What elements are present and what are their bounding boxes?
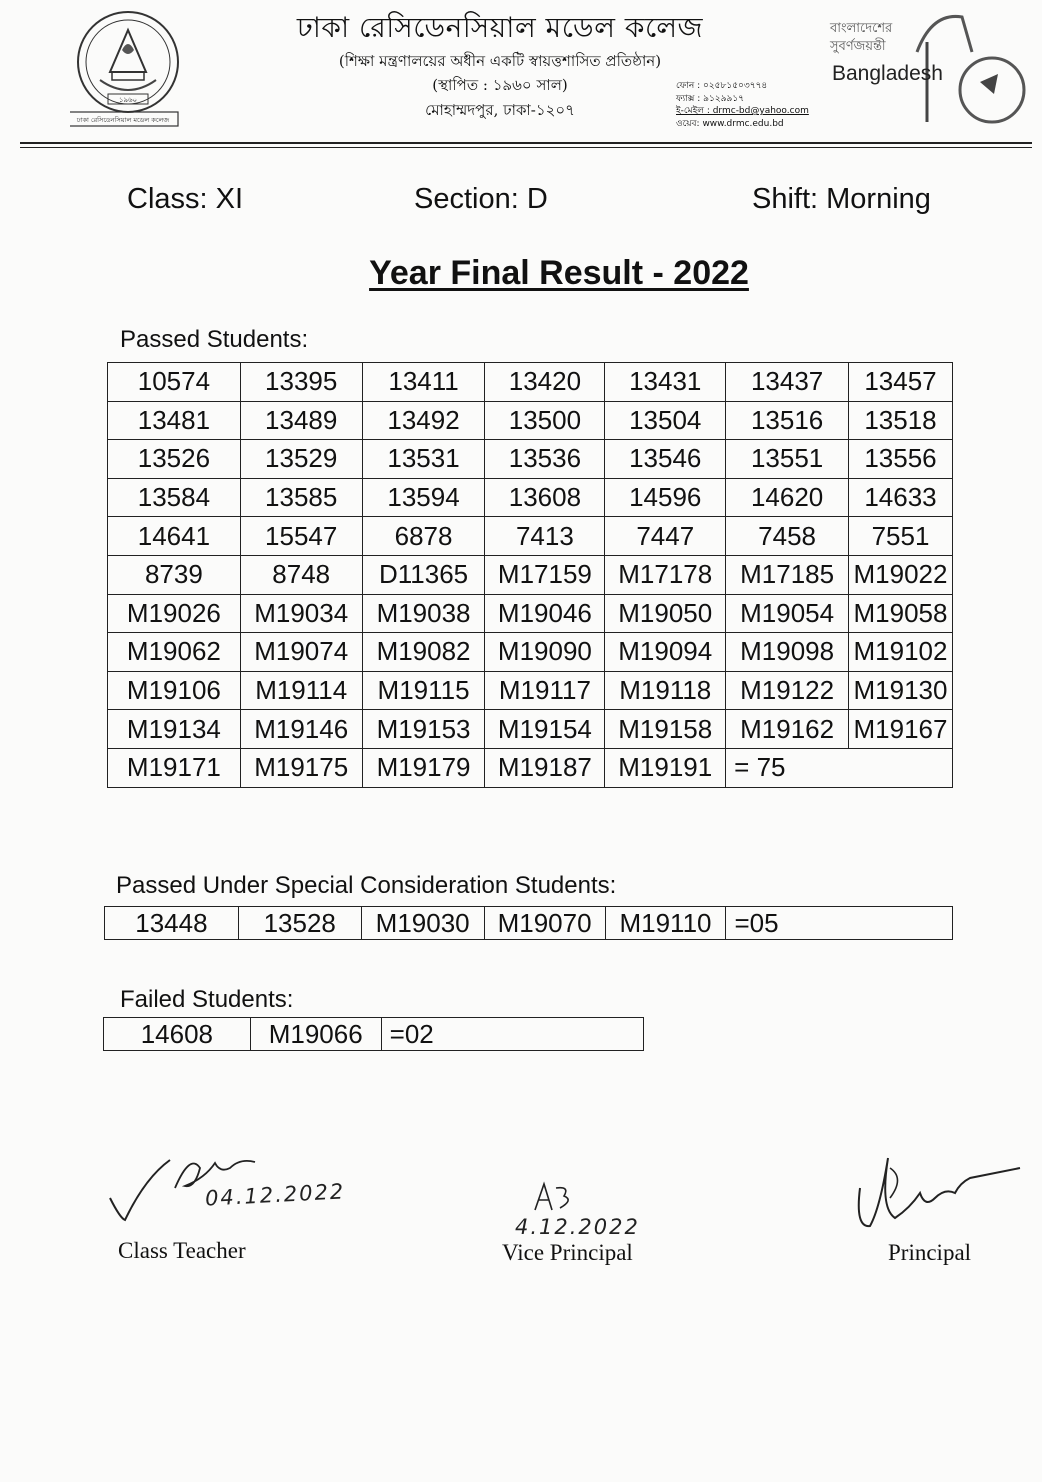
principal-label: Principal <box>888 1240 972 1265</box>
table-row <box>108 594 953 633</box>
student-id-cell: 13500 <box>485 401 605 440</box>
student-id-cell: M19054 <box>726 594 849 633</box>
failed-total-cell: =02 <box>381 1018 643 1051</box>
student-id-cell: M19038 <box>362 594 485 633</box>
student-id-cell: 7551 <box>849 517 953 556</box>
student-id-cell: 14596 <box>605 478 726 517</box>
student-id-cell: M19130 <box>849 671 953 710</box>
student-id-cell: 13516 <box>726 401 849 440</box>
student-id-cell: M19179 <box>362 748 485 787</box>
student-id-cell: M19082 <box>362 633 485 672</box>
student-id-cell: 13448 <box>105 907 239 940</box>
college-name: ঢাকা রেসিডেনসিয়াল মডেল কলেজ <box>296 11 704 44</box>
student-id-cell: M19070 <box>484 907 605 940</box>
student-id-cell: 13504 <box>605 401 726 440</box>
header-rule-thin <box>20 147 1032 148</box>
student-id-cell: M19058 <box>849 594 953 633</box>
table-row <box>108 401 953 440</box>
student-id-cell: 13526 <box>108 440 241 479</box>
student-id-cell: M19175 <box>240 748 362 787</box>
student-id-cell: M19117 <box>485 671 605 710</box>
student-id-cell: M19026 <box>108 594 241 633</box>
student-id-cell: 7447 <box>605 517 726 556</box>
student-id-cell: 13528 <box>238 907 361 940</box>
student-id-cell: 13481 <box>108 401 241 440</box>
student-id-cell: 13492 <box>362 401 485 440</box>
emblem-bn-line1: বাংলাদেশের <box>830 21 893 36</box>
student-id-cell: M19162 <box>726 710 849 749</box>
emblem-english-text: Bangladesh <box>832 62 943 85</box>
contact-web: ওয়েব: www.drmc.edu.bd <box>676 118 784 129</box>
special-total-cell: =05 <box>726 907 953 940</box>
student-id-cell: M19118 <box>605 671 726 710</box>
student-id-cell: M19154 <box>485 710 605 749</box>
student-id-cell: 13546 <box>605 440 726 479</box>
student-id-cell: 13584 <box>108 478 241 517</box>
vice-principal-date: 4.12.2022 <box>515 1215 640 1239</box>
failed-students-table <box>103 1017 644 1051</box>
passed-students-table <box>107 362 953 788</box>
document-title <box>300 254 818 293</box>
student-id-cell: 14633 <box>849 478 953 517</box>
contact-phone: ফোন : ০২৫৮১৫০৩৭৭৪ <box>676 81 768 91</box>
table-row <box>108 517 953 556</box>
principal-signature <box>850 1148 1025 1238</box>
failed-students-label: Failed Students: <box>120 986 294 1013</box>
special-consideration-table <box>104 906 953 940</box>
student-id-cell: M19066 <box>250 1018 381 1051</box>
student-id-cell: M17185 <box>726 555 849 594</box>
student-id-cell: M19050 <box>605 594 726 633</box>
class-info: Class: XI <box>127 183 244 215</box>
student-id-cell: 13551 <box>726 440 849 479</box>
student-id-cell: M19062 <box>108 633 241 672</box>
student-id-cell: 13594 <box>362 478 485 517</box>
student-id-cell: M19098 <box>726 633 849 672</box>
student-id-cell: M19074 <box>240 633 362 672</box>
table-row <box>108 363 953 402</box>
class-teacher-date: 04.12.2022 <box>204 1179 346 1211</box>
student-id-cell: M19022 <box>849 555 953 594</box>
student-id-cell: 13420 <box>485 363 605 402</box>
student-id-cell: M19046 <box>485 594 605 633</box>
table-row <box>108 671 953 710</box>
student-id-cell: 13585 <box>240 478 362 517</box>
table-row <box>108 555 953 594</box>
student-id-cell: 13437 <box>726 363 849 402</box>
contact-email: ই-মেইল : drmc-bd@yahoo.com <box>676 106 809 116</box>
student-id-cell: M19110 <box>605 907 726 940</box>
college-subtitle: (শিক্ষা মন্ত্রণালয়ের অধীন একটি স্বায়ত্তশাসিত প্রতিষ্ঠান) <box>338 52 662 70</box>
student-id-cell: M17178 <box>605 555 726 594</box>
student-id-cell: 13556 <box>849 440 953 479</box>
table-row <box>108 440 953 479</box>
student-id-cell: 13457 <box>849 363 953 402</box>
table-row <box>108 748 953 787</box>
college-address: মোহাম্মদপুর, ঢাকা-১২০৭ <box>425 101 575 119</box>
vice-principal-signature <box>530 1180 580 1216</box>
student-id-cell: 8748 <box>240 555 362 594</box>
student-id-cell: M19187 <box>485 748 605 787</box>
student-id-cell: 13536 <box>485 440 605 479</box>
student-id-cell: 14620 <box>726 478 849 517</box>
student-id-cell: M19171 <box>108 748 241 787</box>
vice-principal-label: Vice Principal <box>502 1240 633 1265</box>
passed-students-label: Passed Students: <box>120 326 309 353</box>
header-rule-thick <box>20 142 1032 144</box>
student-id-cell: M19191 <box>605 748 726 787</box>
student-id-cell: 13608 <box>485 478 605 517</box>
logo-caption: ঢাকা রেসিডেনসিয়াল মডেল কলেজ <box>76 116 170 124</box>
student-id-cell: M19122 <box>726 671 849 710</box>
student-id-cell: 13518 <box>849 401 953 440</box>
contact-fax: ফ্যাক্স : ৯১২৯৯১৭ <box>676 93 745 104</box>
student-id-cell: M19115 <box>362 671 485 710</box>
student-id-cell: M19106 <box>108 671 241 710</box>
table-row <box>108 478 953 517</box>
student-id-cell: 7413 <box>485 517 605 556</box>
college-established: (স্থাপিত : ১৯৬০ সাল) <box>432 76 568 94</box>
student-id-cell: M19153 <box>362 710 485 749</box>
student-id-cell: M19090 <box>485 633 605 672</box>
student-id-cell: M19134 <box>108 710 241 749</box>
section-info: Section: D <box>414 183 548 215</box>
student-id-cell: 8739 <box>108 555 241 594</box>
table-row <box>108 633 953 672</box>
student-id-cell: M19167 <box>849 710 953 749</box>
student-id-cell: 13395 <box>240 363 362 402</box>
student-id-cell: 14641 <box>108 517 241 556</box>
student-id-cell: 13529 <box>240 440 362 479</box>
logo-year: ১৯৬০ <box>118 96 138 104</box>
student-id-cell: M19034 <box>240 594 362 633</box>
shift-info: Shift: Morning <box>752 183 931 215</box>
student-id-cell: M19030 <box>361 907 484 940</box>
student-id-cell: M19114 <box>240 671 362 710</box>
document-title-text: Year Final Result - 2022 <box>369 254 749 292</box>
student-id-cell: 10574 <box>108 363 241 402</box>
student-id-cell: 15547 <box>240 517 362 556</box>
contact-block <box>676 80 809 130</box>
emblem-bn-line2: সুবর্ণজয়ন্তী <box>830 39 886 54</box>
student-id-cell: 7458 <box>726 517 849 556</box>
emblem-bangla-text <box>830 20 892 56</box>
student-id-cell: 13431 <box>605 363 726 402</box>
student-id-cell: M19146 <box>240 710 362 749</box>
table-row <box>105 907 953 940</box>
college-logo <box>70 10 180 130</box>
table-row <box>108 710 953 749</box>
special-consideration-label: Passed Under Special Consideration Students: <box>116 872 617 899</box>
student-id-cell: M19102 <box>849 633 953 672</box>
student-id-cell: 13411 <box>362 363 485 402</box>
student-id-cell: 13489 <box>240 401 362 440</box>
passed-total-cell: = 75 <box>726 748 953 787</box>
student-id-cell: D11365 <box>362 555 485 594</box>
class-teacher-label: Class Teacher <box>118 1238 246 1263</box>
student-id-cell: M19094 <box>605 633 726 672</box>
table-row <box>104 1018 644 1051</box>
student-id-cell: 13531 <box>362 440 485 479</box>
student-id-cell: M17159 <box>485 555 605 594</box>
student-id-cell: 6878 <box>362 517 485 556</box>
student-id-cell: 14608 <box>104 1018 251 1051</box>
student-id-cell: M19158 <box>605 710 726 749</box>
